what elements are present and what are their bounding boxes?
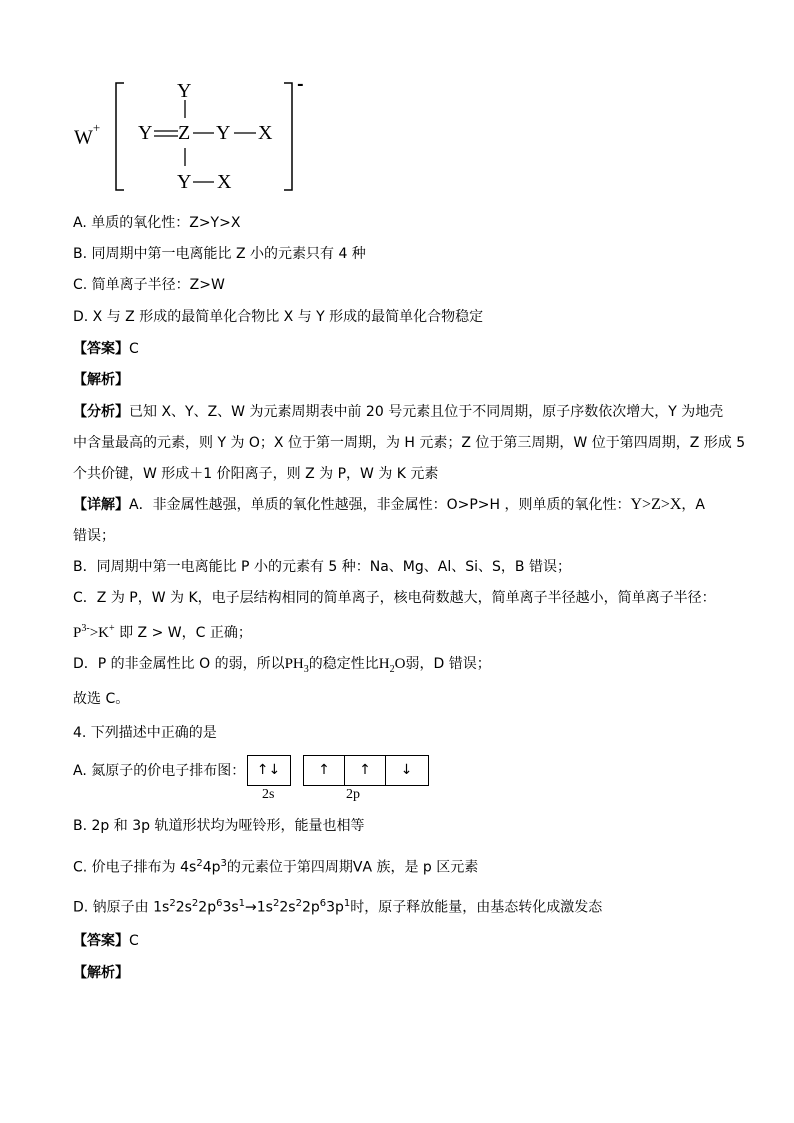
opt-d-sup-e: 2 [272, 898, 280, 909]
formula-h2o [378, 656, 406, 675]
opt-d-sup-g: 6 [319, 898, 327, 909]
xiangjie-label: 【详解】 [73, 497, 129, 513]
ion-k-charge: + [108, 623, 115, 634]
opt-d-r6: 3p [326, 899, 344, 916]
opt-d-arrow: →1s [245, 899, 273, 916]
opt-d-r1: 2s [175, 899, 192, 916]
q3-option-d: D. X 与 Z 形成的最简单化合物比 X 与 Y 形成的最简单化合物稳定 [73, 309, 484, 325]
q3-detail-a-cont: 错误； [73, 528, 115, 544]
detail-a-tail: ，A [681, 497, 705, 513]
opt-d-2: 时，原子释放能量，由基态转化成激发态 [350, 899, 603, 916]
opt-d-sup-a: 2 [169, 898, 176, 909]
q3-fenxi-line-3: 个共价键，W 形成＋1 价阳离子，则 Z 为 P，W 为 K 元素 [73, 466, 439, 482]
q4-option-c [73, 855, 478, 877]
detail-a-formula: Y>Z>X [630, 496, 682, 513]
opt-c-mid: 4p [202, 859, 221, 876]
structure-diagram [0, 0, 794, 200]
q4-answer-label: 【答案】 [73, 933, 129, 949]
q3-option-a: A. 单质的氧化性：Z>Y>X [73, 215, 241, 231]
q3-option-c: C. 简单离子半径：Z>W [73, 277, 225, 293]
detail-d-1: D．P 的非金属性比 O 的弱，所以 [73, 656, 285, 672]
opt-d-sup-f: 2 [295, 898, 302, 909]
label-2p: 2p [346, 787, 360, 802]
atom-center-z: Z [178, 122, 191, 144]
q3-answer [73, 340, 139, 358]
opt-d-r2: 2p [198, 899, 217, 916]
q4-answer [73, 932, 139, 950]
q3-detail-d [73, 655, 491, 679]
bonds-and-brackets [0, 0, 794, 200]
h2o-sub: 2 [389, 664, 395, 675]
q4-option-d [73, 895, 602, 917]
ion-p [73, 625, 115, 641]
q3-fenxi-line-2: 中含量最高的元素，则 Y 为 O；X 位于第一周期，为 H 元素；Z 位于第三周期，W 位于第四周期，Z 形成 5 [73, 435, 746, 451]
opt-d-r5: 2p [301, 899, 320, 916]
orbital-2p-cell-3: ↓ [400, 762, 413, 778]
orbital-2p-cell-2: ↑ [345, 756, 386, 785]
cation-charge: + [92, 120, 101, 135]
atom-bottom-y: Y [177, 171, 192, 193]
h2o-h: H [378, 656, 390, 672]
q3-fenxi-line-1 [73, 403, 723, 421]
ion-k-symbol: >K [89, 625, 109, 641]
fenxi-text-1: 已知 X、Y、Z、W 为元素周期表中前 20 号元素且位于不同周期，原子序数依次增大，Y 为地壳 [129, 404, 724, 420]
opt-d-sup-h: 1 [343, 898, 351, 909]
orbital-2s-cell: ↑↓ [256, 762, 281, 778]
opt-d-1: D. 钠原子由 1s [73, 899, 170, 916]
ph3-sub: 3 [303, 664, 309, 675]
detail-d-2: 的稳定性比 [308, 656, 379, 672]
label-2s: 2s [262, 787, 275, 802]
detail-d-3: 弱，D 错误； [405, 656, 491, 672]
ion-p-charge: 3- [81, 623, 90, 634]
q4-answer-value: C [129, 933, 139, 949]
orbital-2p-cell-1: ↑ [304, 756, 345, 785]
opt-c-sup2: 3 [220, 858, 227, 869]
opt-c-1: C. 价电子排布为 4s [73, 859, 197, 876]
bracket-charge: - [297, 74, 304, 93]
orbital-2p-box [303, 755, 429, 786]
opt-c-sup1: 2 [196, 858, 203, 869]
atom-left-y: Y [138, 122, 153, 144]
atom-bottom-x: X [217, 171, 232, 193]
answer-label: 【答案】 [73, 341, 129, 357]
q3-detail-c: C．Z 为 P，W 为 K，电子层结构相同的简单离子，核电荷数越大，简单离子半径越小，简单离子半径： [73, 590, 716, 606]
q3-conclusion: 故选 C。 [73, 691, 130, 707]
detail-a-text: A．非金属性越强，单质的氧化性越强，非金属性：O>P>H ，则单质的氧化性： [129, 497, 631, 513]
q3-detail-b: B．同周期中第一电离能比 P 小的元素有 5 种：Na、Mg、Al、Si、S，B 错误； [73, 559, 571, 575]
q4-stem: 4. 下列描述中正确的是 [73, 725, 217, 741]
opt-d-r3: 3s [222, 899, 239, 916]
q3-analysis-label: 【解析】 [73, 372, 129, 388]
opt-c-2: 的元素位于第四周期ⅤA 族，是 p 区元素 [226, 859, 479, 876]
orbital-2s-box [247, 755, 291, 786]
q3-detail-c-cont [73, 620, 252, 642]
opt-d-sup-b: 2 [191, 898, 199, 909]
ph3-symbol: PH [284, 656, 304, 672]
atom-right-x: X [258, 122, 273, 144]
detail-c-tail: 即 Z > W，C 正确； [114, 625, 252, 641]
answer-value: C [129, 341, 139, 357]
atom-top-y: Y [177, 80, 192, 102]
opt-d-sup-c: 6 [216, 898, 223, 909]
fenxi-label: 【分析】 [73, 404, 129, 420]
h2o-o: O [394, 656, 406, 672]
cation-symbol: W [74, 126, 93, 149]
opt-d-r4: 2s [279, 899, 296, 916]
q4-option-a: A. 氮原子的价电子排布图： [73, 763, 246, 779]
q3-option-b: B. 同周期中第一电离能比 Z 小的元素只有 4 种 [73, 246, 366, 262]
q3-detail-a [73, 496, 705, 514]
formula-ph3 [284, 656, 309, 675]
atom-right-y: Y [216, 122, 231, 144]
q4-analysis-label: 【解析】 [73, 965, 129, 981]
ion-p-symbol: P [73, 625, 82, 641]
q4-option-b: B. 2p 和 3p 轨道形状均为哑铃形，能量也相等 [73, 818, 365, 834]
opt-d-sup-d: 1 [238, 898, 246, 909]
